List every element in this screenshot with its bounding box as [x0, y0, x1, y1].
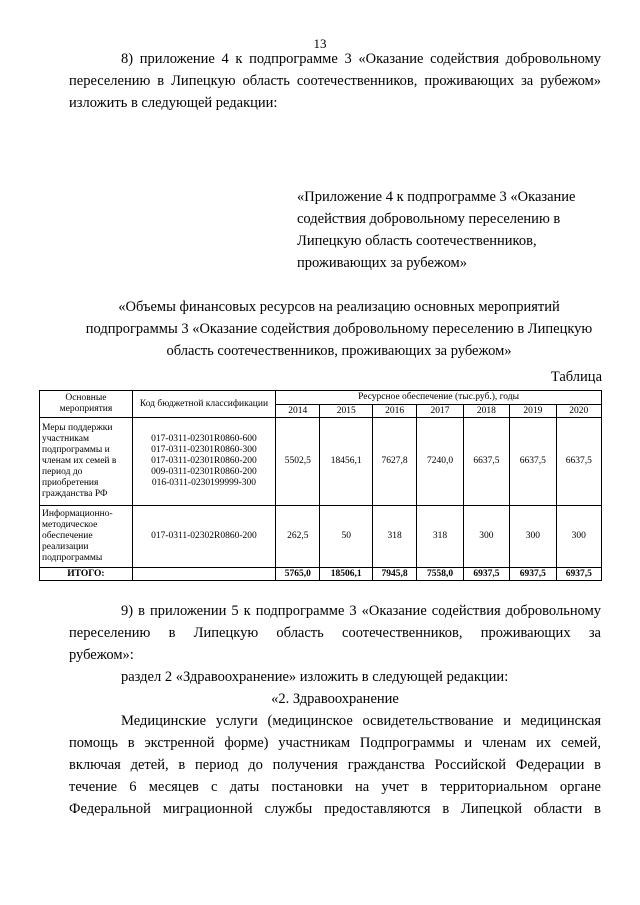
value-cell: 7240,0: [417, 418, 463, 506]
value-cell: 5502,5: [276, 418, 320, 506]
header-year: 2016: [372, 405, 416, 418]
total-value: 6937,5: [463, 568, 509, 581]
measure-cell: Меры поддержки участникам подпрограммы и членам их семей в период до приобретения гражданства РФ: [40, 418, 133, 506]
value-cell: 300: [463, 506, 509, 568]
kbk-cell: [132, 418, 275, 506]
value-cell: 318: [417, 506, 463, 568]
item-8-line: изложить в следующей редакции:: [69, 95, 278, 111]
table-label: Таблица: [550, 369, 602, 385]
financing-table: [39, 390, 602, 581]
item-8-line: переселению в Липецкую область соотечественников, проживающих за рубежом»: [69, 73, 601, 89]
header-measures: Основные мероприятия: [40, 391, 133, 418]
value-cell: 6637,5: [510, 418, 556, 506]
value-cell: 300: [510, 506, 556, 568]
total-value: 6937,5: [510, 568, 556, 581]
total-value: 18506,1: [320, 568, 372, 581]
value-cell: 18456,1: [320, 418, 372, 506]
section-sentence: раздел 2 «Здравоохранение» изложить в следующей редакции:: [121, 669, 509, 685]
kbk-code: 017-0311-02301R0860-300: [151, 445, 257, 455]
appendix-header-line: проживающих за рубежом»: [297, 255, 467, 271]
header-year: 2020: [556, 405, 601, 418]
total-value: 7945,8: [372, 568, 416, 581]
kbk-code: 017-0311-02302R0860-200: [151, 531, 257, 541]
table-row: [40, 418, 602, 506]
header-year: 2018: [463, 405, 509, 418]
kbk-cell: [132, 506, 275, 568]
header-year: 2015: [320, 405, 372, 418]
total-kbk-empty: [132, 568, 275, 581]
item-9-line: рубежом»:: [69, 647, 134, 663]
header-kbk: Код бюджетной классификации: [132, 391, 275, 418]
item-9-line: переселению в Липецкую область соотечественников, проживающих за: [69, 625, 601, 641]
total-row: [40, 568, 602, 581]
total-value: 7558,0: [417, 568, 463, 581]
section-heading: «2. Здравоохранение: [271, 691, 399, 707]
total-value: 6937,5: [556, 568, 601, 581]
measure-cell: Информационно-методическое обеспечение реализации подпрограммы: [40, 506, 133, 568]
body-paragraph: [69, 710, 601, 820]
value-cell: 6637,5: [556, 418, 601, 506]
body-line: Медицинские услуги (медицинское освидетельствование и медицинская: [121, 713, 601, 729]
table-title-line: «Объемы финансовых ресурсов на реализацию основных мероприятий: [118, 299, 560, 315]
item-9-line: 9) в приложении 5 к подпрограмме 3 «Оказание содействия добровольному: [121, 603, 601, 619]
table-row: [40, 506, 602, 568]
body-line: включая детей, в период до получения гражданства Российской Федерации в: [69, 757, 601, 773]
header-resources: Ресурсное обеспечение (тыс.руб.), годы: [276, 391, 602, 405]
appendix-header-line: Липецкую область соотечественников,: [297, 233, 537, 249]
item-8-line: 8) приложение 4 к подпрограмме 3 «Оказание содействия добровольному: [121, 51, 601, 67]
header-year: 2017: [417, 405, 463, 418]
appendix-header-line: содействия добровольному переселению в: [297, 211, 561, 227]
item-9-paragraph: [69, 600, 601, 666]
header-year: 2014: [276, 405, 320, 418]
body-line: Федеральной миграционной службы предоставляются в Липецкой области в: [69, 801, 601, 817]
appendix-header: [297, 186, 602, 274]
value-cell: 6637,5: [463, 418, 509, 506]
body-line: помощь в экстренной форме) участникам Подпрограммы и членам их семей,: [69, 735, 601, 751]
table-title-line: подпрограммы 3 «Оказание содействия добровольному переселению в Липецкую: [85, 321, 593, 337]
kbk-code: 016-0311-0230199999-300: [151, 478, 257, 488]
page-number: 13: [313, 36, 327, 51]
header-year: 2019: [510, 405, 556, 418]
table-title: [39, 296, 639, 362]
item-8-paragraph: [69, 48, 601, 114]
kbk-code: 009-0311-02301R0860-200: [151, 467, 257, 477]
kbk-code: 017-0311-02301R0860-200: [151, 456, 257, 466]
table-title-line: область соотечественников, проживающих за рубежом»: [166, 343, 512, 359]
appendix-header-line: «Приложение 4 к подпрограмме 3 «Оказание: [297, 189, 576, 205]
value-cell: 300: [556, 506, 601, 568]
value-cell: 318: [372, 506, 416, 568]
value-cell: 50: [320, 506, 372, 568]
value-cell: 262,5: [276, 506, 320, 568]
total-label: ИТОГО:: [40, 568, 133, 581]
body-line: течение 6 месяцев с даты постановки на учет в территориальном органе: [69, 779, 601, 795]
value-cell: 7627,8: [372, 418, 416, 506]
kbk-code: 017-0311-02301R0860-600: [151, 434, 257, 444]
total-value: 5765,0: [276, 568, 320, 581]
